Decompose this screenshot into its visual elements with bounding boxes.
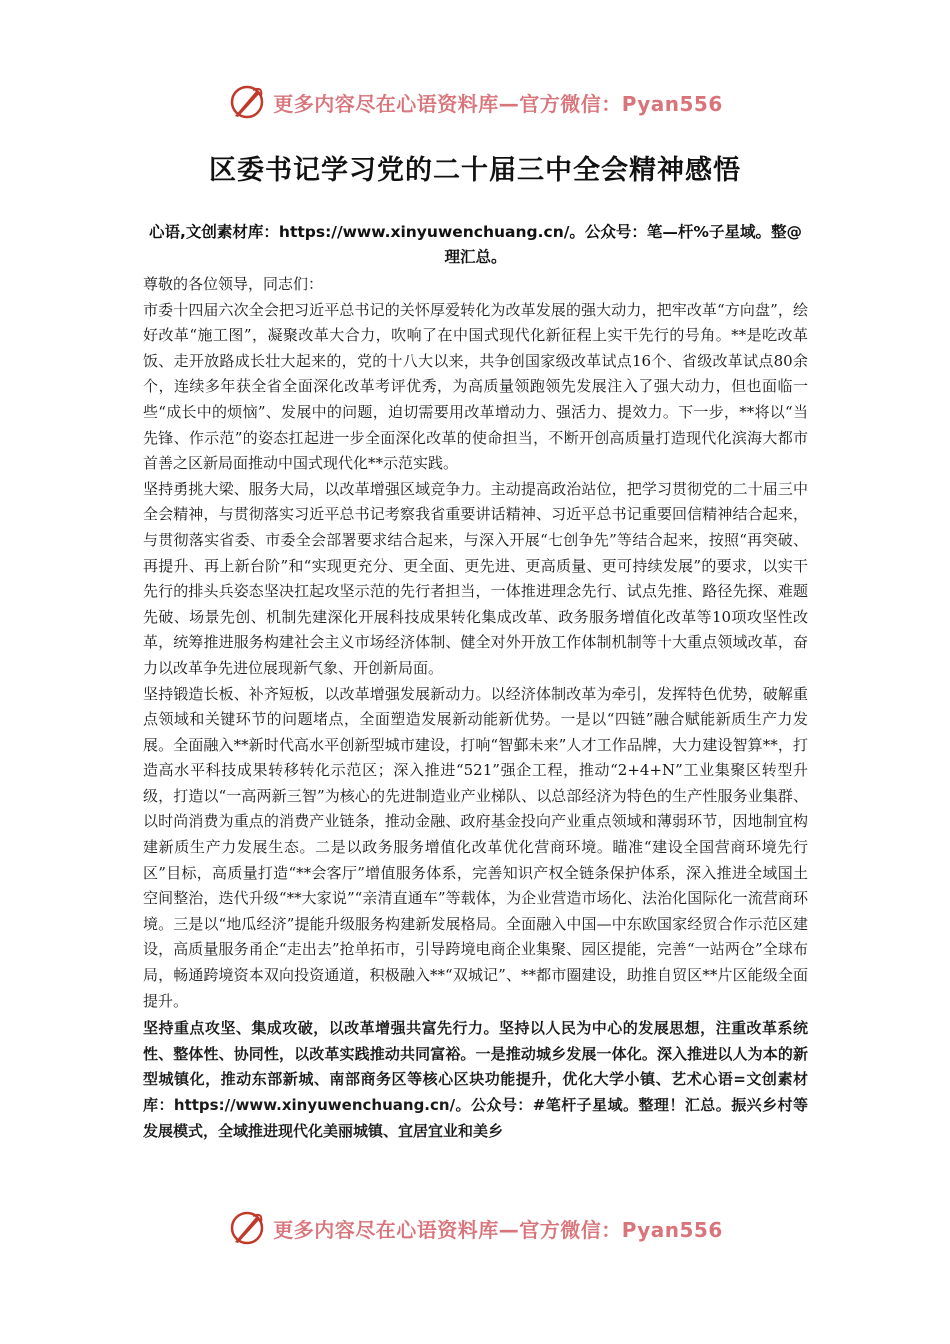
banner-text: 更多内容尽在心语资料库—官方微信：Pyan556: [273, 91, 723, 116]
bold-paragraph: 坚持重点攻坚、集成攻破，以改革增强共富先行力。坚持以人民为中心的发展思想，注重改革系统性、整体性、协同性，以改革实践推动共同富裕。一是推动城乡发展一体化。深入推进以人为本的新型城镇化，推动东部新城、南部商务区等核心区块功能提升，优化大学小镇、艺术心语=文创素材库：https://www.xinyuwenchuang.cn/。公众号：#笔杆子星域。整理！汇总。振兴乡村等发展模式，全域推进现代化美丽城镇、宜居宜业和美乡: [143, 1019, 808, 1140]
header-banner: [0, 80, 950, 124]
footer-banner: [0, 1206, 950, 1250]
pen-feather-logo-icon: [227, 1208, 267, 1248]
paragraph-1: 市委十四届六次全会把习近平总书记的关怀厚爱转化为改革发展的强大动力，把牢改革“方向盘”，绘好改革“施工图”，凝聚改革大合力，吹响了在中国式现代化新征程上实干先行的号角。**是吃改革饭、走开放路成长壮大起来的，党的十八大以来，共争创国家级改革试点16个、省级改革试点80余个，连续多年获全省全面深化改革考评优秀，为高质量领跑领先发展注入了强大动力，但也面临一些“成长中的烦恼”、发展中的问题，迫切需要用改革增动力、强活力、提效力。下一步，**将以“当先锋、作示范”的姿态扛起进一步全面深化改革的使命担当，不断开创高质量打造现代化滨海大都市首善之区新局面推动中国式现代化**示范实践。: [143, 300, 808, 473]
greeting: 尊敬的各位领导，同志们：: [143, 275, 324, 293]
source-line: 心语,文创素材库：https://www.xinyuwenchuang.cn/。公众号：笔—杆%子星域。整@理汇总。: [149, 223, 802, 266]
banner-text: 更多内容尽在心语资料库—官方微信：Pyan556: [273, 1217, 723, 1242]
paragraph-3: 坚持锻造长板、补齐短板，以改革增强发展新动力。以经济体制改革为牵引，发挥特色优势，破解重点领域和关键环节的问题堵点，全面塑造发展新动能新优势。一是以“四链”融合赋能新质生产力发展。全面融入**新时代高水平创新型城市建设，打响“智鄞未来”人才工作品牌，大力建设智算**，打造高水平科技成果转移转化示范区；深入推进“521”强企工程，推动“2+4+N”工业集聚区转型升级，打造以“一高两新三智”为核心的先进制造业产业梯队、以总部经济为特色的生产性服务业集群、以时尚消费为重点的消费产业链条，推动金融、政府基金投向产业重点领域和薄弱环节，因地制宜构建新质生产力发展生态。二是以政务服务增值化改革优化营商环境。瞄准“建设全国营商环境先行区”目标，高质量打造“**会客厅”增值服务体系，完善知识产权全链条保护体系，深入推进全域国土空间整治，迭代升级“**大家说”“亲清直通车”等载体，为企业营造市场化、法治化国际化一流营商环境。三是以“地瓜经济”提能升级服务构建新发展格局。全面融入中国—中东欧国家经贸合作示范区建设，高质量服务甬企“走出去”抢单拓市，引导跨境电商企业集聚、园区提能，完善“一站两仓”全球布局，畅通跨境资本双向投资通道，积极融入**“双城记”、**都市圈建设，助推自贸区**片区能级全面提升。: [143, 684, 808, 1010]
document-title: 区委书记学习党的二十届三中全会精神感悟: [209, 155, 741, 186]
pen-feather-logo-icon: [227, 82, 267, 122]
paragraph-2: 坚持勇挑大梁、服务大局，以改革增强区域竞争力。主动提高政治站位，把学习贯彻党的二十届三中全会精神，与贯彻落实习近平总书记考察我省重要讲话精神、习近平总书记重要回信精神结合起来，与贯彻落实省委、市委全会部署要求结合起来，与深入开展“七创争先”等结合起来，按照“再突破、再提升、再上新台阶”和“实现更充分、更全面、更先进、更高质量、更可持续发展”的要求，以实干先行的排头兵姿态坚决扛起攻坚示范的先行者担当，一体推进理念先行、试点先推、路径先探、难题先破、场景先创、机制先建深化开展科技成果转化集成改革、政务服务增值化改革等10项攻坚性改革，统筹推进服务构建社会主义市场经济体制、健全对外开放工作体制机制等十大重点领域改革，奋力以改革争先进位展现新气象、开创新局面。: [143, 479, 808, 677]
document-body: [143, 272, 808, 1144]
